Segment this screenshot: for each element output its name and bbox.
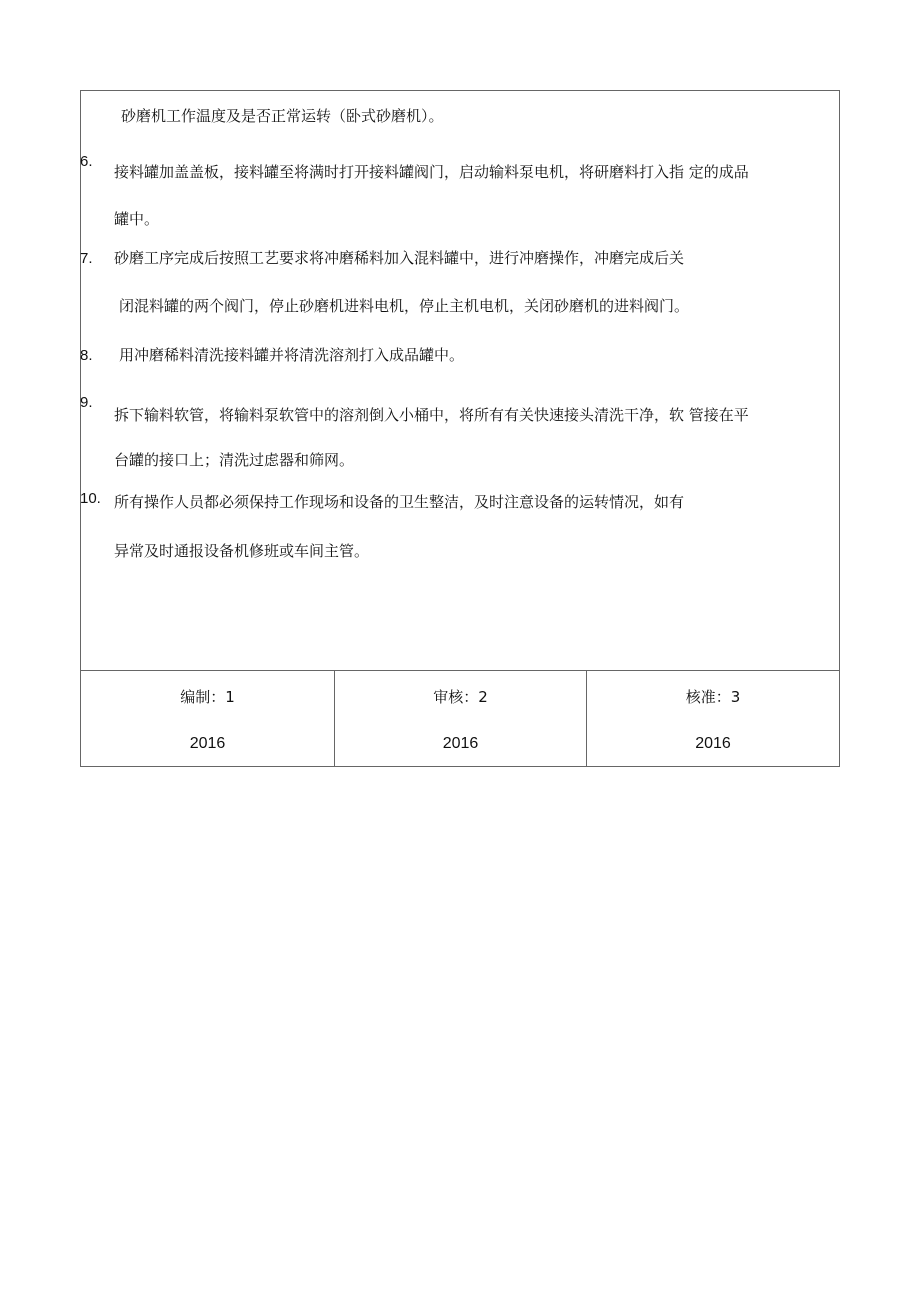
prepared-date: 2016 <box>189 735 226 752</box>
prepared-by-cell <box>81 671 334 766</box>
step-number: 8. <box>80 347 93 364</box>
reviewed-by-label: 审核：2 <box>433 688 488 706</box>
approved-by-label: 核准：3 <box>685 688 741 706</box>
step-line: 异常及时通报设备机修班或车间主管。 <box>114 542 370 560</box>
reviewed-by-cell <box>334 671 586 766</box>
signoff-row <box>81 671 839 766</box>
reviewed-date: 2016 <box>442 735 479 752</box>
step-number: 9. <box>80 394 93 411</box>
step-number: 7. <box>80 250 93 267</box>
step-line: 用冲磨稀料清洗接料罐并将清洗溶剂打入成品罐中。 <box>119 346 465 364</box>
step-line: 闭混料罐的两个阀门，停止砂磨机进料电机，停止主机电机，关闭砂磨机的进料阀门。 <box>119 297 690 315</box>
procedure-content-cell <box>81 91 839 670</box>
step-line: 接料罐加盖盖板，接料罐至将满时打开接料罐阀门，启动输料泵电机，将研磨料打入指 定的成品 <box>114 163 749 181</box>
approved-by-cell <box>586 671 839 766</box>
step-number: 6. <box>80 153 93 170</box>
prepared-by-label: 编制：1 <box>180 688 235 706</box>
continued-line: 砂磨机工作温度及是否正常运转（卧式砂磨机）。 <box>121 107 444 125</box>
step-line: 罐中。 <box>114 210 160 228</box>
step-line: 拆下输料软管，将输料泵软管中的溶剂倒入小桶中，将所有有关快速接头清洗干净，软 管接在平 <box>114 406 749 424</box>
step-line: 台罐的接口上；清洗过虑器和筛网。 <box>114 451 355 469</box>
step-line: 砂磨工序完成后按照工艺要求将冲磨稀料加入混料罐中，进行冲磨操作，冲磨完成后关 <box>114 249 685 267</box>
procedure-table <box>80 90 840 767</box>
approved-date: 2016 <box>695 735 731 752</box>
step-line: 所有操作人员都必须保持工作现场和设备的卫生整洁，及时注意设备的运转情况，如有 <box>114 493 685 511</box>
step-number: 10. <box>80 490 101 507</box>
